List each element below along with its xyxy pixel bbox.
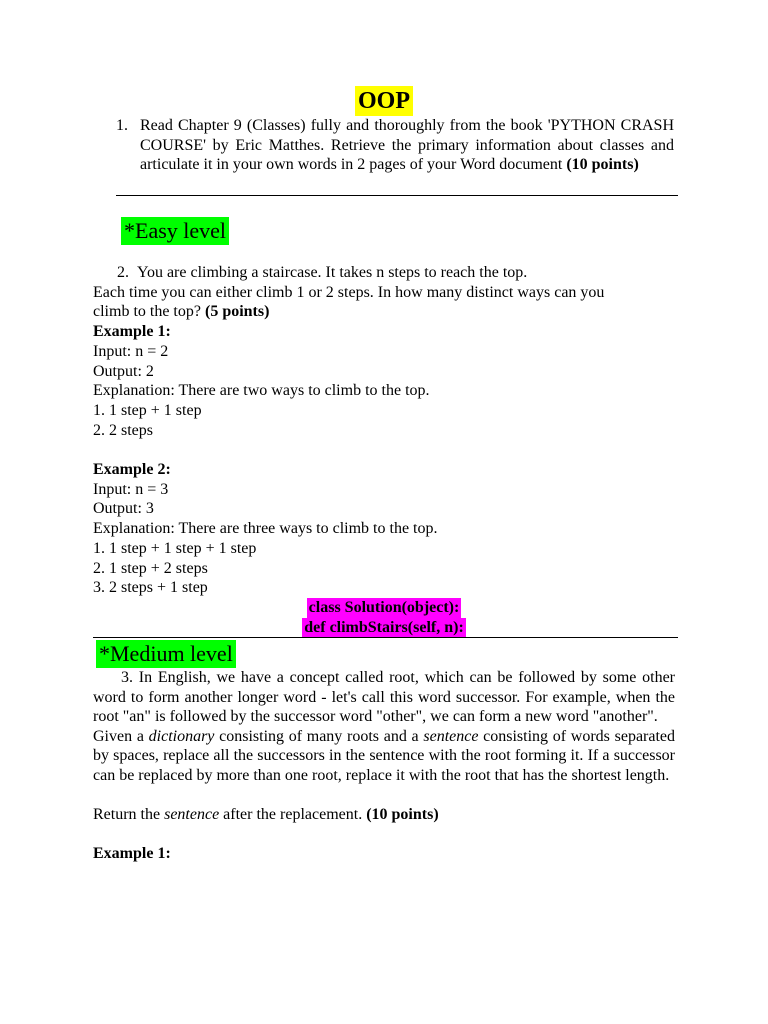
question-3-paragraph-2: [93, 727, 675, 786]
question-1-body: Read Chapter 9 (Classes) fully and thoroughly from the book 'PYTHON CRASH COURSE' by Eric Matthes. Retrieve the primary information about classes and articulate it in your own words in 2 pages of your Word document: [140, 117, 674, 174]
divider-1: [116, 195, 678, 196]
example-1-step-2: 2. 2 steps: [93, 421, 153, 439]
title-container: [0, 86, 768, 116]
medium-question: [93, 668, 675, 864]
page-title: OOP: [355, 86, 413, 116]
divider-2: [93, 637, 678, 638]
example-2-step-3: 3. 2 steps + 1 step: [93, 579, 208, 597]
example-2-explanation: Explanation: There are three ways to climb to the top.: [93, 520, 438, 538]
p2-dictionary: dictionary: [148, 727, 215, 745]
easy-question: [93, 263, 675, 598]
example-2-input: Input: n = 3: [93, 480, 169, 498]
question-1: [116, 116, 674, 175]
question-1-points: (10 points): [566, 156, 639, 174]
question-2-line1: You are climbing a staircase. It takes n steps to reach the top.: [137, 264, 528, 281]
example-2-step-1: 1. 1 step + 1 step + 1 step: [93, 539, 257, 557]
medium-level-heading: *Medium level: [96, 640, 236, 668]
code-line-2: def climbStairs(self, n):: [304, 618, 464, 636]
question-2-line3-wrap: [93, 302, 675, 322]
question-2-line2: Each time you can either climb 1 or 2 steps. In how many distinct ways can you: [93, 283, 605, 301]
p3-part-a: Return the: [93, 806, 165, 824]
example-1-output: Output: 2: [93, 362, 154, 380]
blank-paragraph: [93, 786, 675, 806]
question-2-number: 2.: [117, 264, 129, 281]
example-1-input: Input: n = 2: [93, 342, 169, 360]
blank-paragraph-2: [93, 825, 675, 845]
question-3-paragraph-1: [93, 668, 675, 727]
easy-level-heading: *Easy level: [121, 217, 229, 245]
example-1-label: Example 1:: [93, 323, 171, 341]
p3-part-b: after the replacement.: [219, 806, 367, 824]
question-1-text: [116, 116, 674, 175]
example-2-step-2: 2. 1 step + 2 steps: [93, 559, 208, 577]
example-1-step-1: 1. 1 step + 1 step: [93, 401, 202, 419]
blank-line: [93, 440, 675, 460]
question-3-points: (10 points): [366, 806, 439, 824]
question-3-paragraph-3: [93, 805, 675, 825]
question-1-number: 1.: [116, 117, 128, 134]
p2-sentence: sentence: [423, 727, 479, 745]
medium-example-1-label: Example 1:: [93, 845, 171, 863]
question-2-line3: climb to the top?: [93, 303, 201, 321]
p2-part-b: consisting of many roots and a: [214, 727, 424, 745]
example-1-explanation: Explanation: There are two ways to climb to the top.: [93, 382, 430, 400]
question-2-first-line: [93, 263, 675, 283]
code-block: [0, 598, 768, 637]
p2-part-c: consisting of words separated by spaces, replace all the successors in the sentence with the root forming it. If a successor can be replaced by more than one root, replace it with the root that has the shortest length.: [93, 727, 676, 784]
example-2-output: Output: 3: [93, 500, 154, 518]
p3-sentence: sentence: [164, 806, 220, 824]
p2-part-a: Given a: [93, 727, 149, 745]
code-line-1: class Solution(object):: [308, 599, 460, 616]
example-2-label: Example 2:: [93, 461, 171, 479]
question-2-points: (5 points): [204, 303, 270, 321]
question-3-intro: 3. In English, we have a concept called root, which can be followed by some other word to form another longer word - let's call this word successor. For example, when the root "an" is followed by the successor word "other", we can form a new word "another".: [93, 669, 675, 726]
